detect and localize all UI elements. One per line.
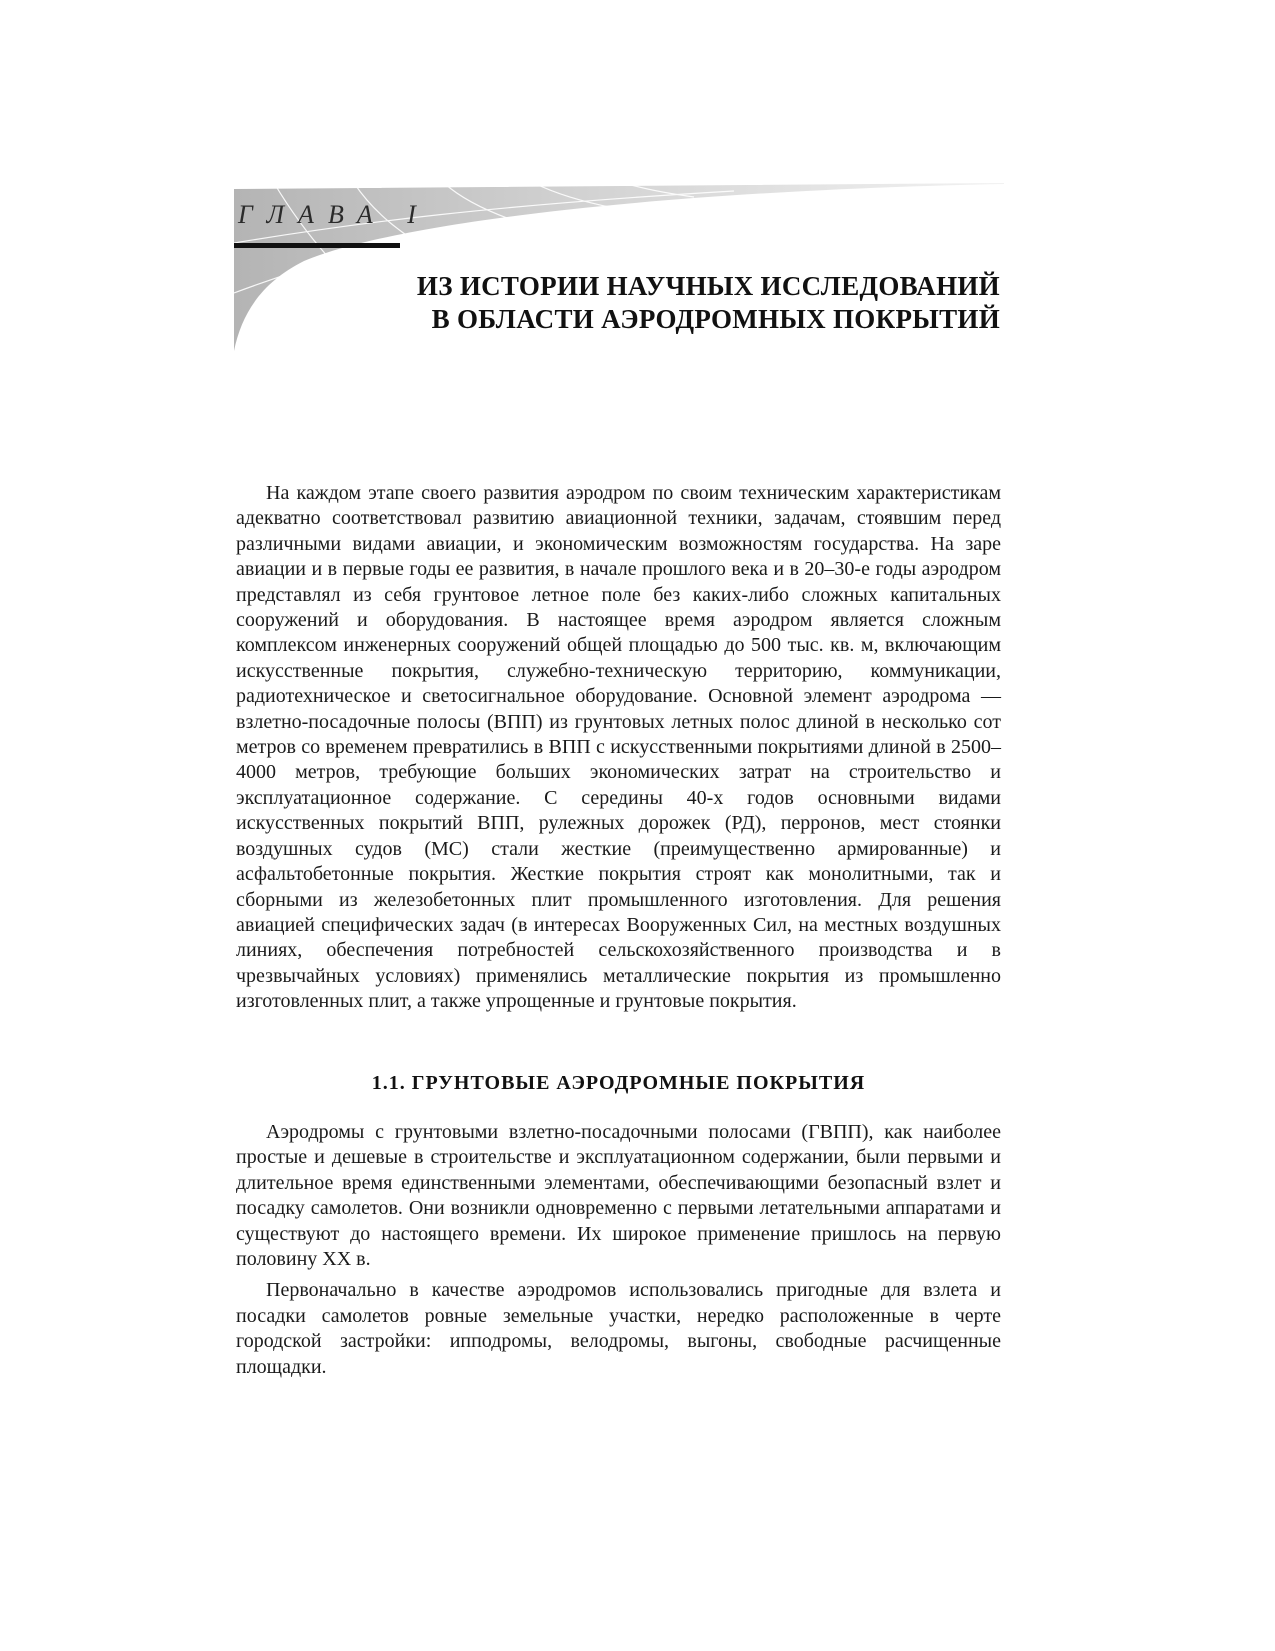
chapter-title-line-2: В ОБЛАСТИ АЭРОДРОМНЫХ ПОКРЫТИЙ <box>431 304 1000 334</box>
section-heading: 1.1. ГРУНТОВЫЕ АЭРОДРОМНЫЕ ПОКРЫТИЯ <box>371 1072 866 1094</box>
intro-paragraph: На каждом этапе своего развития аэродром по своим техническим характеристикам адекватно соответствовал развитию авиационной техники, задачам, стоявшим перед различными видами авиации, и экономическим возможностям государства. На заре авиации и в первые годы ее развития, в начале прошлого века и в 20–30-е годы аэродром представлял из себя грунтовое летное поле без каких-либо сложных капитальных сооружений и оборудования. В настоящее время аэродром является сложным комплексом инженерных сооружений общей площадью до 500 тыс. кв. м, включающим искусственные покрытия, служебно-техническую территорию, коммуникации, радиотехническое и светосигнальное оборудование. Основной элемент аэродрома — взлетно-посадочные полосы (ВПП) из грунтовых летных полос длиной в несколько сот метров со временем превратились в ВПП с искусственными покрытиями длиной в 2500–4000 метров, требующие больших экономических затрат на строительство и эксплуатационное содержание. С середины 40-х годов основными видами искусственных покрытий ВПП, рулежных дорожек (РД), перронов, мест стоянки воздушных судов (МС) стали жесткие (преимущественно армированные) и асфальтобетонные покрытия. Жесткие покрытия строят как монолитными, так и сборными из железобетонных плит промышленного изготовления. Для решения авиацией специфических задач (в интересах Вооруженных Сил, на местных воздушных линиях, обеспечения потребностей сельскохозяйственного производства и в чрезвычайных условиях) применялись металлические покрытия из промышленно изготовленных плит, а также упрощенные и грунтовые покрытия. <box>236 482 1001 1013</box>
section-paragraph-1: Аэродромы с грунтовыми взлетно-посадочными полосами (ГВПП), как наиболее простые и дешевые в строительстве и эксплуатационном содержании, были первыми и длительное время единственными элементами, обеспечивающими безопасный взлет и посадку самолетов. Они возникли одновременно с первыми летательными аппаратами и существуют до настоящего времени. Их широкое применение пришлось на первую половину XX в. <box>236 1121 1001 1271</box>
intro-text <box>236 481 1001 1015</box>
section-text <box>236 1120 1001 1380</box>
chapter-title <box>400 270 1000 336</box>
chapter-title-line-1: ИЗ ИСТОРИИ НАУЧНЫХ ИССЛЕДОВАНИЙ <box>416 271 1000 301</box>
section-paragraph-2: Первоначально в качестве аэродромов использовались пригодные для взлета и посадки самолетов ровные земельные участки, нередко расположенные в черте городской застройки: ипподромы, велодромы, выгоны, свободные расчищенные площадки. <box>236 1279 1001 1378</box>
chapter-label: ГЛАВА I <box>238 200 430 229</box>
chapter-underline <box>234 243 400 248</box>
